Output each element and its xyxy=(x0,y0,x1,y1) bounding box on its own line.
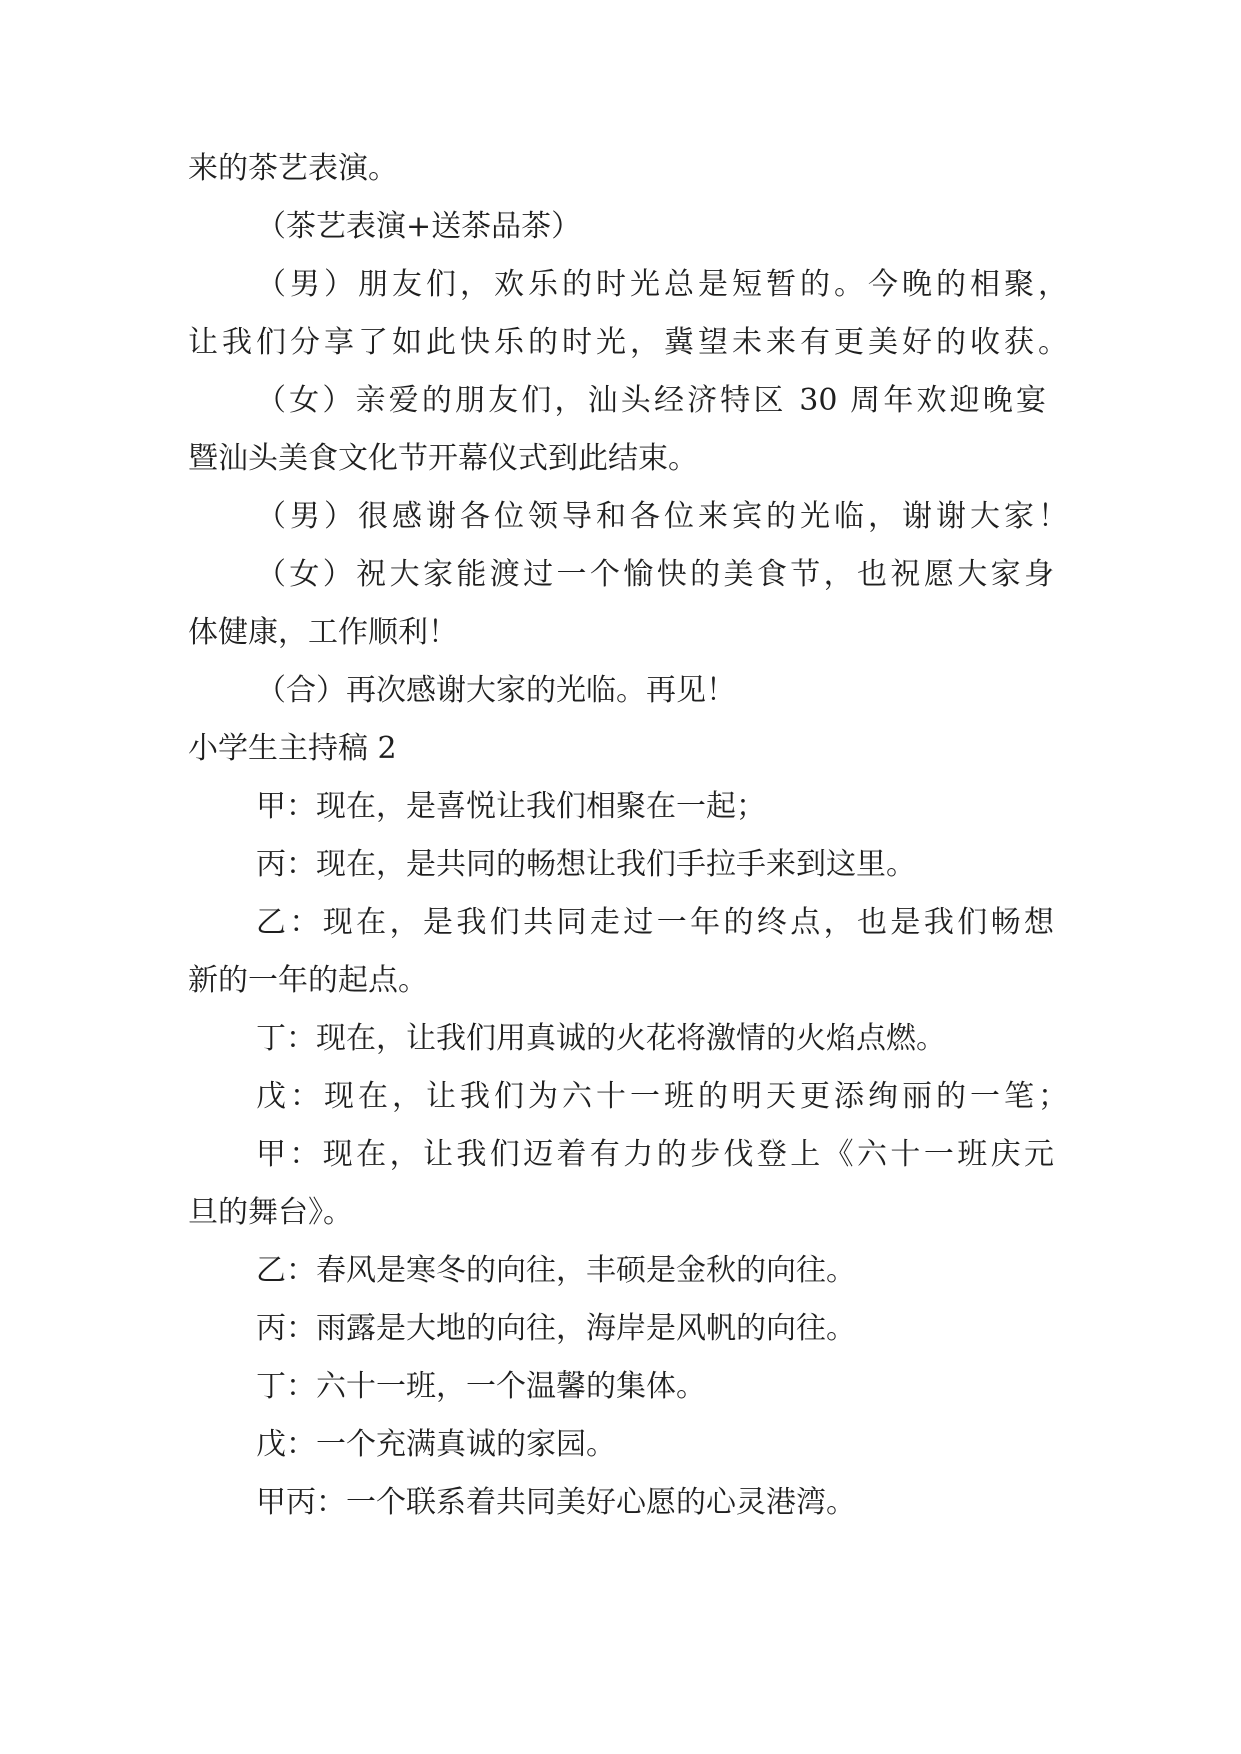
text-line: （女）祝大家能渡过一个愉快的美食节，也祝愿大家身 xyxy=(256,557,1054,592)
text-line: 丁：六十一班，一个温馨的集体。 xyxy=(256,1369,706,1404)
text-line: 乙：现在，是我们共同走过一年的终点，也是我们畅想 xyxy=(256,905,1054,940)
text-line: （茶艺表演+送茶品茶） xyxy=(256,209,582,244)
text-line: 暨汕头美食文化节开幕仪式到此结束。 xyxy=(188,441,698,476)
text-line: 甲：现在，让我们迈着有力的步伐登上《六十一班庆元 xyxy=(256,1137,1054,1172)
text-line: 丙：雨露是大地的向往，海岸是风帆的向往。 xyxy=(256,1311,856,1346)
text-line: 旦的舞台》。 xyxy=(188,1195,353,1230)
text-line: 戊：现在，让我们为六十一班的明天更添绚丽的一笔； xyxy=(256,1079,1068,1114)
text-line: （女）亲爱的朋友们，汕头经济特区 30 周年欢迎晚宴 xyxy=(256,383,1046,418)
text-line: 甲：现在，是喜悦让我们相聚在一起； xyxy=(256,789,766,824)
text-line: 丁：现在，让我们用真诚的火花将激情的火焰点燃。 xyxy=(256,1021,946,1056)
text-line: 让我们分享了如此快乐的时光，冀望未来有更美好的收获。 xyxy=(188,325,1068,360)
text-line: 体健康，工作顺利！ xyxy=(188,615,458,650)
text-line: （合）再次感谢大家的光临。再见！ xyxy=(256,673,736,708)
text-line: 来的茶艺表演。 xyxy=(188,151,398,186)
text-line: 戊：一个充满真诚的家园。 xyxy=(256,1427,616,1462)
text-line: 新的一年的起点。 xyxy=(188,963,428,998)
text-line: （男）朋友们，欢乐的时光总是短暂的。今晚的相聚， xyxy=(256,267,1068,302)
text-line: 丙：现在，是共同的畅想让我们手拉手来到这里。 xyxy=(256,847,916,882)
text-line: 乙：春风是寒冬的向往，丰硕是金秋的向往。 xyxy=(256,1253,856,1288)
section-heading: 小学生主持稿 2 xyxy=(188,731,397,766)
text-line: 甲丙：一个联系着共同美好心愿的心灵港湾。 xyxy=(256,1485,856,1520)
text-line: （男）很感谢各位领导和各位来宾的光临，谢谢大家！ xyxy=(256,499,1068,534)
